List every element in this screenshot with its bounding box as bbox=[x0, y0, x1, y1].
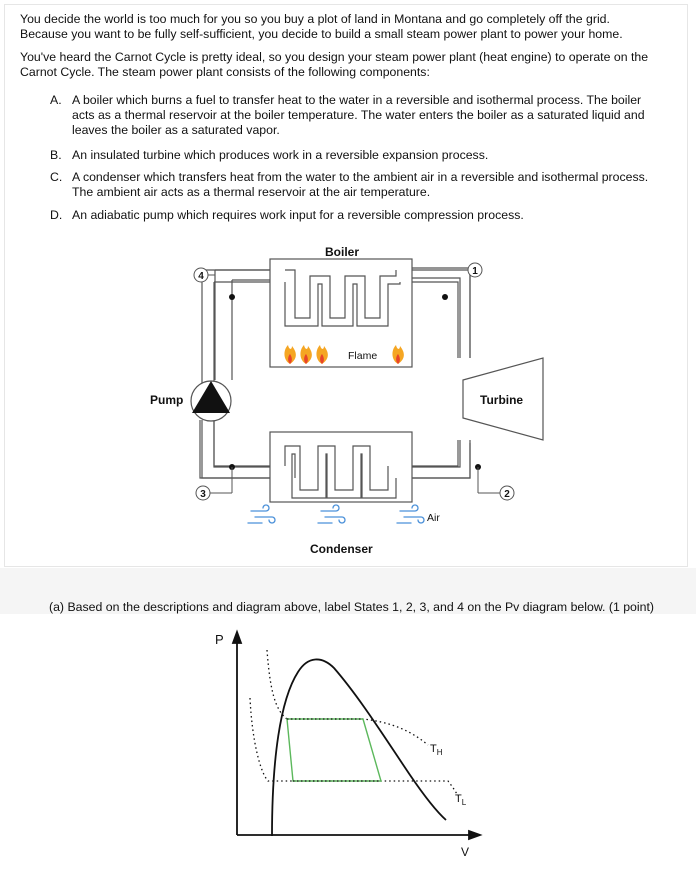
component-b-letter: B. bbox=[50, 148, 62, 162]
condenser-housing bbox=[270, 432, 412, 502]
state-1-label: 1 bbox=[472, 266, 478, 277]
intro-line-4: Carnot Cycle. The steam power plant consists of the following components: bbox=[20, 65, 430, 79]
junction-dot-4 bbox=[229, 294, 235, 300]
state-4-label: 4 bbox=[198, 271, 204, 282]
component-a-line-2: acts as a thermal reservoir at the boiler temperature. The water enters the boiler as a saturated liquid and bbox=[72, 108, 645, 122]
intro-line-2: Because you want to be fully self-sufficient, you decide to build a small steam power plant to power your home. bbox=[20, 27, 623, 41]
condenser-label: Condenser bbox=[310, 542, 373, 556]
p-axis-label: P bbox=[215, 632, 224, 647]
wind-icon bbox=[248, 505, 275, 523]
wind-icon bbox=[318, 505, 345, 523]
v-axis-arrow bbox=[469, 831, 480, 839]
saturation-dome bbox=[272, 659, 446, 836]
pump bbox=[191, 381, 231, 421]
question-a: (a) Based on the descriptions and diagram above, label States 1, 2, 3, and 4 on the Pv diagram below. (1 point) bbox=[49, 600, 654, 614]
component-c-line-2: The ambient air acts as a thermal reservoir at the air temperature. bbox=[72, 185, 431, 199]
pipe-4-inner bbox=[232, 280, 270, 380]
v-axis-label: V bbox=[461, 845, 470, 859]
component-d-line-1: An adiabatic pump which requires work input for a reversible compression process. bbox=[72, 208, 524, 222]
flame-label: Flame bbox=[348, 350, 378, 362]
component-b-line-1: An insulated turbine which produces work in a reversible expansion process. bbox=[72, 148, 489, 162]
pump-label: Pump bbox=[150, 393, 184, 407]
state-marker-1 bbox=[458, 263, 482, 277]
p-axis-arrow bbox=[233, 632, 241, 643]
component-d-letter: D. bbox=[50, 208, 63, 222]
pipe-2 bbox=[412, 440, 470, 478]
state-marker-2 bbox=[478, 467, 514, 500]
intro-line-3: You've heard the Carnot Cycle is pretty ideal, so you design your steam power plant (heat engine) to operate on the bbox=[20, 50, 649, 64]
state-3-label: 3 bbox=[200, 489, 206, 500]
intro-line-1: You decide the world is too much for you so you buy a plot of land in Montana and go completely off the grid. bbox=[20, 12, 610, 26]
carnot-cycle bbox=[287, 719, 381, 781]
component-a-letter: A. bbox=[50, 93, 62, 107]
th-label: $T_H$ bbox=[430, 743, 443, 757]
pipe-4-outer bbox=[215, 270, 270, 380]
isotherm-th bbox=[267, 650, 428, 745]
tl-label: $T_L$ bbox=[455, 793, 467, 807]
component-c-line-1: A condenser which transfers heat from the water to the ambient air in a reversible and isothermal process. bbox=[72, 170, 649, 184]
component-a-line-3: leaves the boiler as a saturated vapor. bbox=[72, 123, 280, 137]
boiler-label: Boiler bbox=[325, 245, 360, 259]
junction-dot-1 bbox=[442, 294, 448, 300]
state-2-label: 2 bbox=[504, 489, 510, 500]
pv-diagram bbox=[0, 620, 696, 871]
pipe-3 bbox=[200, 420, 270, 478]
wind-icon bbox=[397, 505, 424, 523]
air-label: Air bbox=[427, 512, 440, 524]
turbine-label: Turbine bbox=[480, 393, 524, 407]
component-c-letter: C. bbox=[50, 170, 63, 184]
component-a-line-1: A boiler which burns a fuel to transfer heat to the water in a reversible and isothermal process. The boiler bbox=[72, 93, 642, 107]
